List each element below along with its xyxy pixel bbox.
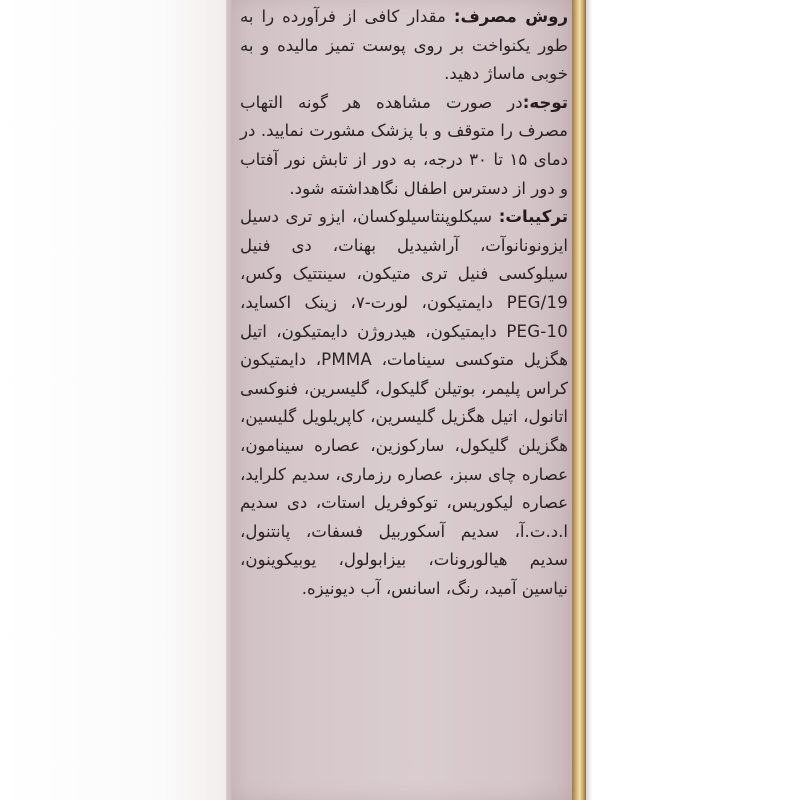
label-text (240, 0, 568, 603)
note-heading: توجه: (522, 92, 568, 112)
ingredients-text: سیکلوپنتاسیلوکسان، ایزو تری دسیل ایزونونانوآت، آراشیدیل بهنات، دی فنیل سیلوکسی فنیل تری متیکون، سینتتیک وکس، PEG/19 دایمتیکون، لورت-۷، زینک اکساید، PEG-10 دایمتیکون، هیدروژن دایمتیکون، اتیل هگزیل متوکسی سینامات، PMMA، دایمتیکون کراس پلیمر، بوتیلن گلیکول، گلیسرین، فنوکسی اتانول، اتیل هگزیل گلیسرین، کاپریلویل گلیسین، هگزیلن گلیکول، سارکوزین، عصاره سینامون، عصاره چای سبز، عصاره رزماری، سدیم کلراید، عصاره لیکوریس، توکوفریل استات، دی سدیم ا.د.ت.آ، سدیم آسکوربیل فسفات، پانتنول، سدیم هیالورونات، بیزابولول، یوبیکوینون، نیاسین آمید، رنگ، اسانس، آب دیونیزه. (240, 207, 568, 598)
gold-edge-shadow (586, 0, 592, 800)
ingredients-section (240, 203, 568, 603)
ingredients-heading: ترکیبات: (498, 207, 568, 227)
gold-foil-edge (572, 0, 586, 800)
photo-background (0, 0, 232, 800)
usage-heading: روش مصرف: (453, 7, 568, 26)
note-section (240, 89, 568, 203)
usage-text: مقدار کافی از فرآورده را به طور یکنواخت بر روی پوست تمیز مالیده و به خوبی ماساژ دهید. (240, 7, 568, 84)
usage-section (240, 3, 568, 89)
note-text: در صورت مشاهده هر گونه التهاب مصرف را متوقف و با پزشک مشورت نمایید. در دمای ۱۵ تا ۳۰ درجه، به دور از تابش نور آفتاب و دور از دسترس اطفال نگاهداشته شود. (240, 92, 568, 198)
